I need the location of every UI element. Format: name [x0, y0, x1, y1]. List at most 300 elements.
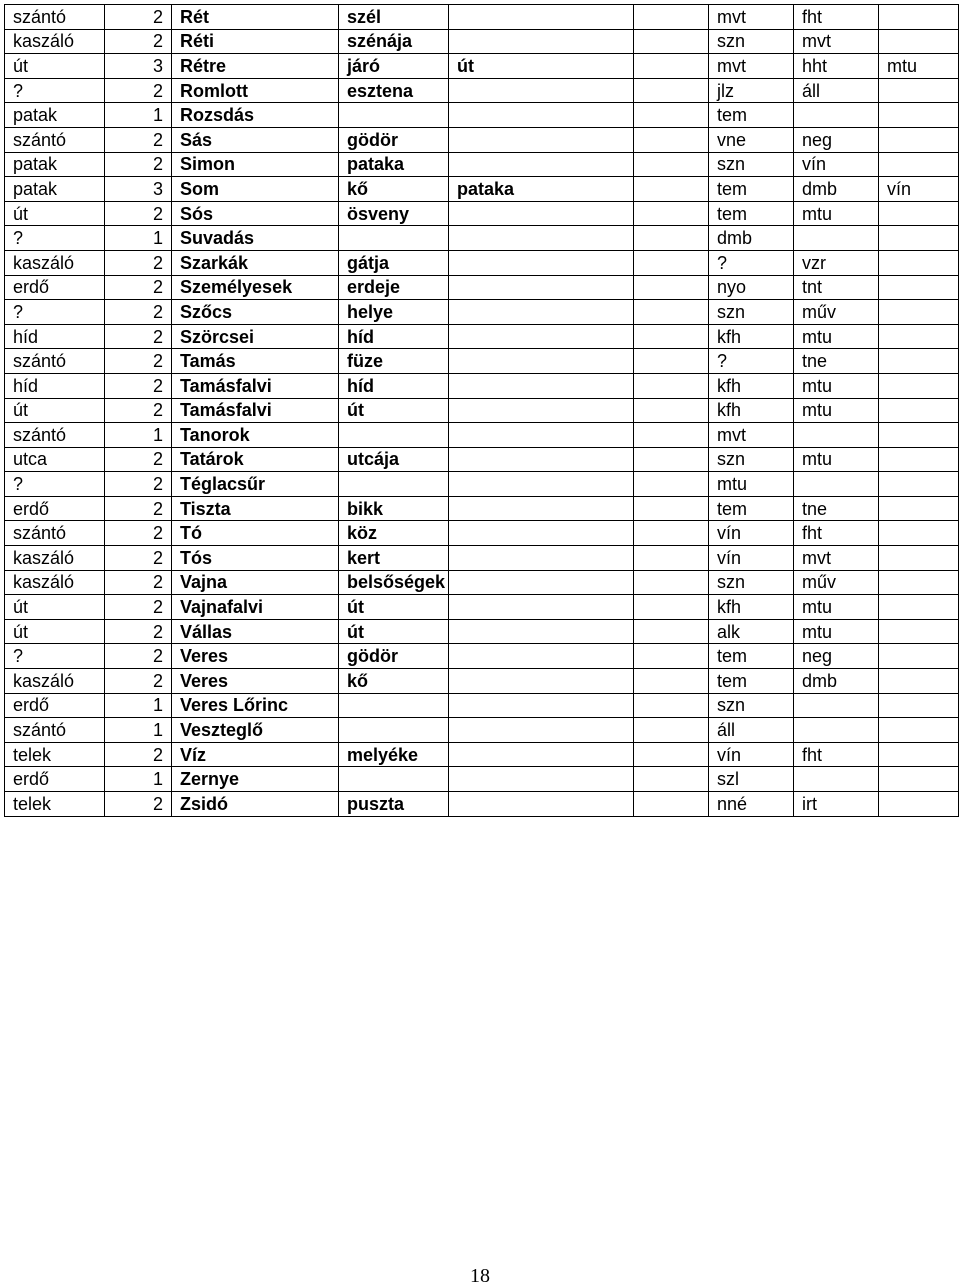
cell-code-2: tne [794, 349, 879, 374]
cell-name-word-2: erdeje [339, 275, 449, 300]
cell-code-1: szn [709, 447, 794, 472]
cell-code-1: dmb [709, 226, 794, 251]
page-number: 18 [470, 1265, 490, 1287]
cell-word-count: 2 [105, 78, 172, 103]
cell-empty [634, 644, 709, 669]
cell-name-word-3 [449, 767, 634, 792]
cell-code-3 [879, 127, 959, 152]
cell-name-word-3 [449, 546, 634, 571]
cell-name-word-2: pataka [339, 152, 449, 177]
cell-name-word-3 [449, 619, 634, 644]
cell-word-count: 2 [105, 521, 172, 546]
cell-name-word-1: Tanorok [172, 423, 339, 448]
cell-land-type: utca [5, 447, 105, 472]
cell-name-word-3 [449, 447, 634, 472]
cell-empty [634, 792, 709, 817]
cell-code-1: szn [709, 152, 794, 177]
cell-word-count: 3 [105, 177, 172, 202]
cell-land-type: kaszáló [5, 669, 105, 694]
cell-name-word-1: Tamásfalvi [172, 373, 339, 398]
cell-code-3 [879, 398, 959, 423]
table-row [5, 103, 959, 128]
cell-name-word-2: gátja [339, 250, 449, 275]
cell-empty [634, 275, 709, 300]
cell-name-word-1: Suvadás [172, 226, 339, 251]
cell-name-word-3 [449, 201, 634, 226]
cell-name-word-2 [339, 103, 449, 128]
cell-name-word-3 [449, 472, 634, 497]
table-row [5, 570, 959, 595]
cell-name-word-2 [339, 767, 449, 792]
table-row [5, 5, 959, 30]
cell-empty [634, 570, 709, 595]
cell-empty [634, 29, 709, 54]
table-row [5, 127, 959, 152]
cell-land-type: kaszáló [5, 29, 105, 54]
cell-code-3 [879, 103, 959, 128]
cell-word-count: 2 [105, 275, 172, 300]
cell-empty [634, 373, 709, 398]
cell-land-type: út [5, 54, 105, 79]
table-row [5, 300, 959, 325]
cell-code-1: jlz [709, 78, 794, 103]
cell-code-1: áll [709, 718, 794, 743]
cell-code-1: szn [709, 29, 794, 54]
cell-code-3 [879, 373, 959, 398]
cell-name-word-2: füze [339, 349, 449, 374]
table-row [5, 250, 959, 275]
cell-name-word-3 [449, 644, 634, 669]
cell-name-word-2 [339, 472, 449, 497]
cell-code-3 [879, 767, 959, 792]
cell-land-type: szántó [5, 718, 105, 743]
cell-name-word-2 [339, 718, 449, 743]
cell-word-count: 2 [105, 619, 172, 644]
cell-code-1: mvt [709, 5, 794, 30]
cell-empty [634, 201, 709, 226]
table-row [5, 693, 959, 718]
cell-land-type: patak [5, 152, 105, 177]
cell-name-word-3 [449, 595, 634, 620]
cell-code-1: alk [709, 619, 794, 644]
cell-code-3 [879, 718, 959, 743]
cell-code-2: vzr [794, 250, 879, 275]
cell-code-1: mtu [709, 472, 794, 497]
cell-land-type: szántó [5, 5, 105, 30]
cell-code-1: ? [709, 250, 794, 275]
cell-name-word-3 [449, 693, 634, 718]
cell-name-word-2: út [339, 398, 449, 423]
cell-word-count: 2 [105, 644, 172, 669]
cell-code-3: vín [879, 177, 959, 202]
cell-name-word-2: bikk [339, 496, 449, 521]
cell-word-count: 1 [105, 693, 172, 718]
cell-empty [634, 521, 709, 546]
cell-name-word-1: Tatárok [172, 447, 339, 472]
cell-code-3 [879, 226, 959, 251]
cell-code-3 [879, 300, 959, 325]
cell-code-2: fht [794, 742, 879, 767]
cell-word-count: 2 [105, 349, 172, 374]
cell-code-1: ? [709, 349, 794, 374]
cell-land-type: híd [5, 324, 105, 349]
cell-code-2: mtu [794, 201, 879, 226]
cell-name-word-3 [449, 792, 634, 817]
cell-code-3 [879, 275, 959, 300]
cell-code-3 [879, 521, 959, 546]
cell-name-word-2: út [339, 595, 449, 620]
cell-code-3 [879, 324, 959, 349]
cell-code-2 [794, 767, 879, 792]
cell-name-word-2: melyéke [339, 742, 449, 767]
cell-land-type: ? [5, 226, 105, 251]
cell-land-type: kaszáló [5, 546, 105, 571]
cell-name-word-1: Veres Lőrinc [172, 693, 339, 718]
cell-code-2: neg [794, 644, 879, 669]
table-body [5, 5, 959, 817]
cell-name-word-1: Sós [172, 201, 339, 226]
cell-name-word-2: puszta [339, 792, 449, 817]
cell-land-type: ? [5, 300, 105, 325]
cell-code-3: mtu [879, 54, 959, 79]
cell-code-2: mvt [794, 29, 879, 54]
cell-code-2 [794, 226, 879, 251]
cell-code-1: vín [709, 521, 794, 546]
cell-code-2: fht [794, 521, 879, 546]
cell-name-word-1: Szarkák [172, 250, 339, 275]
table-row [5, 423, 959, 448]
cell-code-2: áll [794, 78, 879, 103]
cell-land-type: patak [5, 103, 105, 128]
cell-code-2: mtu [794, 619, 879, 644]
cell-name-word-1: Rétre [172, 54, 339, 79]
table-row [5, 619, 959, 644]
cell-code-3 [879, 349, 959, 374]
cell-name-word-2: kő [339, 669, 449, 694]
table-row [5, 669, 959, 694]
place-name-table [4, 4, 959, 817]
cell-land-type: ? [5, 644, 105, 669]
cell-name-word-1: Simon [172, 152, 339, 177]
cell-code-2: mtu [794, 447, 879, 472]
cell-name-word-3 [449, 275, 634, 300]
cell-code-2: vín [794, 152, 879, 177]
cell-name-word-2: utcája [339, 447, 449, 472]
cell-empty [634, 718, 709, 743]
table-row [5, 644, 959, 669]
cell-name-word-3 [449, 127, 634, 152]
cell-empty [634, 619, 709, 644]
cell-code-2: tne [794, 496, 879, 521]
cell-name-word-2: kert [339, 546, 449, 571]
cell-empty [634, 349, 709, 374]
cell-code-2: dmb [794, 177, 879, 202]
table-row [5, 595, 959, 620]
cell-empty [634, 693, 709, 718]
cell-code-2: mtu [794, 595, 879, 620]
cell-land-type: erdő [5, 275, 105, 300]
table-row [5, 398, 959, 423]
cell-code-1: szn [709, 570, 794, 595]
cell-name-word-1: Vajnafalvi [172, 595, 339, 620]
cell-word-count: 2 [105, 152, 172, 177]
cell-name-word-3 [449, 152, 634, 177]
cell-name-word-3 [449, 373, 634, 398]
cell-land-type: szántó [5, 127, 105, 152]
table-row [5, 324, 959, 349]
cell-land-type: út [5, 201, 105, 226]
cell-name-word-3: út [449, 54, 634, 79]
cell-land-type: ? [5, 78, 105, 103]
cell-land-type: kaszáló [5, 250, 105, 275]
cell-code-3 [879, 644, 959, 669]
cell-land-type: szántó [5, 521, 105, 546]
cell-land-type: szántó [5, 423, 105, 448]
cell-code-3 [879, 78, 959, 103]
cell-land-type: erdő [5, 496, 105, 521]
cell-name-word-1: Veres [172, 669, 339, 694]
cell-code-1: mvt [709, 423, 794, 448]
cell-word-count: 2 [105, 472, 172, 497]
table-row [5, 177, 959, 202]
cell-empty [634, 177, 709, 202]
cell-name-word-1: Som [172, 177, 339, 202]
table-row [5, 792, 959, 817]
cell-empty [634, 496, 709, 521]
cell-land-type: út [5, 595, 105, 620]
table-row [5, 275, 959, 300]
cell-name-word-1: Vállas [172, 619, 339, 644]
cell-code-3 [879, 152, 959, 177]
cell-name-word-1: Tós [172, 546, 339, 571]
cell-code-1: tem [709, 669, 794, 694]
cell-land-type: híd [5, 373, 105, 398]
cell-name-word-2: szél [339, 5, 449, 30]
cell-name-word-2: belsőségek [339, 570, 449, 595]
cell-empty [634, 78, 709, 103]
cell-name-word-2: híd [339, 324, 449, 349]
table-row [5, 29, 959, 54]
cell-code-3 [879, 250, 959, 275]
cell-code-3 [879, 201, 959, 226]
cell-empty [634, 54, 709, 79]
cell-code-2: fht [794, 5, 879, 30]
cell-code-1: vín [709, 742, 794, 767]
cell-code-1: nné [709, 792, 794, 817]
cell-word-count: 2 [105, 201, 172, 226]
cell-word-count: 3 [105, 54, 172, 79]
cell-code-1: vín [709, 546, 794, 571]
cell-code-1: szl [709, 767, 794, 792]
cell-code-3 [879, 742, 959, 767]
cell-code-3 [879, 29, 959, 54]
cell-word-count: 2 [105, 742, 172, 767]
cell-empty [634, 152, 709, 177]
cell-empty [634, 546, 709, 571]
cell-empty [634, 767, 709, 792]
cell-code-3 [879, 792, 959, 817]
cell-word-count: 1 [105, 226, 172, 251]
table-row [5, 78, 959, 103]
cell-code-3 [879, 570, 959, 595]
cell-empty [634, 742, 709, 767]
cell-code-2: tnt [794, 275, 879, 300]
table-row [5, 718, 959, 743]
cell-land-type: telek [5, 792, 105, 817]
cell-land-type: út [5, 619, 105, 644]
cell-code-3 [879, 619, 959, 644]
cell-name-word-3 [449, 718, 634, 743]
cell-empty [634, 103, 709, 128]
cell-name-word-2: kő [339, 177, 449, 202]
cell-land-type: patak [5, 177, 105, 202]
cell-land-type: telek [5, 742, 105, 767]
cell-code-1: szn [709, 300, 794, 325]
cell-name-word-3 [449, 250, 634, 275]
cell-word-count: 2 [105, 669, 172, 694]
cell-name-word-2: köz [339, 521, 449, 546]
cell-code-2 [794, 693, 879, 718]
cell-name-word-1: Személyesek [172, 275, 339, 300]
cell-name-word-1: Tiszta [172, 496, 339, 521]
cell-word-count: 2 [105, 546, 172, 571]
cell-name-word-1: Tamás [172, 349, 339, 374]
cell-code-1: kfh [709, 595, 794, 620]
cell-word-count: 2 [105, 496, 172, 521]
cell-code-2: mvt [794, 546, 879, 571]
cell-code-1: tem [709, 177, 794, 202]
cell-name-word-3 [449, 300, 634, 325]
cell-name-word-3 [449, 29, 634, 54]
cell-word-count: 2 [105, 373, 172, 398]
cell-name-word-3: pataka [449, 177, 634, 202]
cell-code-2: mtu [794, 373, 879, 398]
cell-word-count: 1 [105, 718, 172, 743]
cell-empty [634, 226, 709, 251]
table-row [5, 226, 959, 251]
cell-code-3 [879, 546, 959, 571]
cell-name-word-2: gödör [339, 127, 449, 152]
cell-word-count: 2 [105, 792, 172, 817]
cell-name-word-2 [339, 693, 449, 718]
table-row [5, 546, 959, 571]
cell-empty [634, 398, 709, 423]
cell-name-word-1: Réti [172, 29, 339, 54]
cell-code-2 [794, 103, 879, 128]
cell-word-count: 2 [105, 127, 172, 152]
cell-name-word-1: Zernye [172, 767, 339, 792]
cell-name-word-2: út [339, 619, 449, 644]
cell-word-count: 2 [105, 398, 172, 423]
cell-code-1: tem [709, 644, 794, 669]
cell-name-word-1: Szőcs [172, 300, 339, 325]
cell-code-1: szn [709, 693, 794, 718]
cell-code-1: vne [709, 127, 794, 152]
cell-code-3 [879, 447, 959, 472]
cell-name-word-1: Zsidó [172, 792, 339, 817]
table-row [5, 767, 959, 792]
table-row [5, 373, 959, 398]
cell-code-1: tem [709, 496, 794, 521]
cell-word-count: 1 [105, 767, 172, 792]
cell-code-2 [794, 472, 879, 497]
cell-name-word-3 [449, 398, 634, 423]
cell-code-3 [879, 595, 959, 620]
cell-name-word-3 [449, 669, 634, 694]
cell-name-word-2 [339, 226, 449, 251]
place-name-table-container [4, 4, 958, 817]
cell-name-word-2: gödör [339, 644, 449, 669]
cell-empty [634, 423, 709, 448]
cell-name-word-2: esztena [339, 78, 449, 103]
cell-word-count: 2 [105, 300, 172, 325]
cell-code-2 [794, 718, 879, 743]
cell-code-2: irt [794, 792, 879, 817]
cell-code-3 [879, 693, 959, 718]
cell-name-word-3 [449, 349, 634, 374]
cell-word-count: 2 [105, 447, 172, 472]
cell-name-word-1: Rét [172, 5, 339, 30]
cell-empty [634, 127, 709, 152]
cell-code-1: kfh [709, 398, 794, 423]
cell-word-count: 2 [105, 29, 172, 54]
cell-code-3 [879, 5, 959, 30]
cell-name-word-1: Téglacsűr [172, 472, 339, 497]
table-row [5, 54, 959, 79]
cell-name-word-3 [449, 521, 634, 546]
cell-name-word-2: ösveny [339, 201, 449, 226]
cell-code-2 [794, 423, 879, 448]
cell-word-count: 2 [105, 5, 172, 30]
cell-name-word-1: Víz [172, 742, 339, 767]
cell-land-type: út [5, 398, 105, 423]
cell-code-1: tem [709, 201, 794, 226]
cell-empty [634, 250, 709, 275]
cell-code-1: kfh [709, 324, 794, 349]
cell-name-word-1: Rozsdás [172, 103, 339, 128]
cell-name-word-1: Tó [172, 521, 339, 546]
cell-name-word-3 [449, 742, 634, 767]
cell-name-word-3 [449, 103, 634, 128]
cell-word-count: 1 [105, 103, 172, 128]
cell-name-word-2: híd [339, 373, 449, 398]
cell-name-word-1: Tamásfalvi [172, 398, 339, 423]
cell-name-word-1: Veres [172, 644, 339, 669]
cell-name-word-2 [339, 423, 449, 448]
cell-name-word-3 [449, 423, 634, 448]
cell-word-count: 2 [105, 250, 172, 275]
cell-word-count: 1 [105, 423, 172, 448]
cell-name-word-3 [449, 324, 634, 349]
cell-land-type: szántó [5, 349, 105, 374]
table-row [5, 742, 959, 767]
cell-name-word-1: Sás [172, 127, 339, 152]
cell-code-2: műv [794, 300, 879, 325]
cell-code-2: mtu [794, 398, 879, 423]
cell-empty [634, 472, 709, 497]
cell-name-word-3 [449, 78, 634, 103]
table-row [5, 447, 959, 472]
cell-empty [634, 300, 709, 325]
cell-code-2: dmb [794, 669, 879, 694]
cell-land-type: erdő [5, 693, 105, 718]
cell-code-2: neg [794, 127, 879, 152]
cell-code-2: hht [794, 54, 879, 79]
cell-name-word-3 [449, 570, 634, 595]
cell-code-1: mvt [709, 54, 794, 79]
cell-empty [634, 5, 709, 30]
cell-code-2: műv [794, 570, 879, 595]
